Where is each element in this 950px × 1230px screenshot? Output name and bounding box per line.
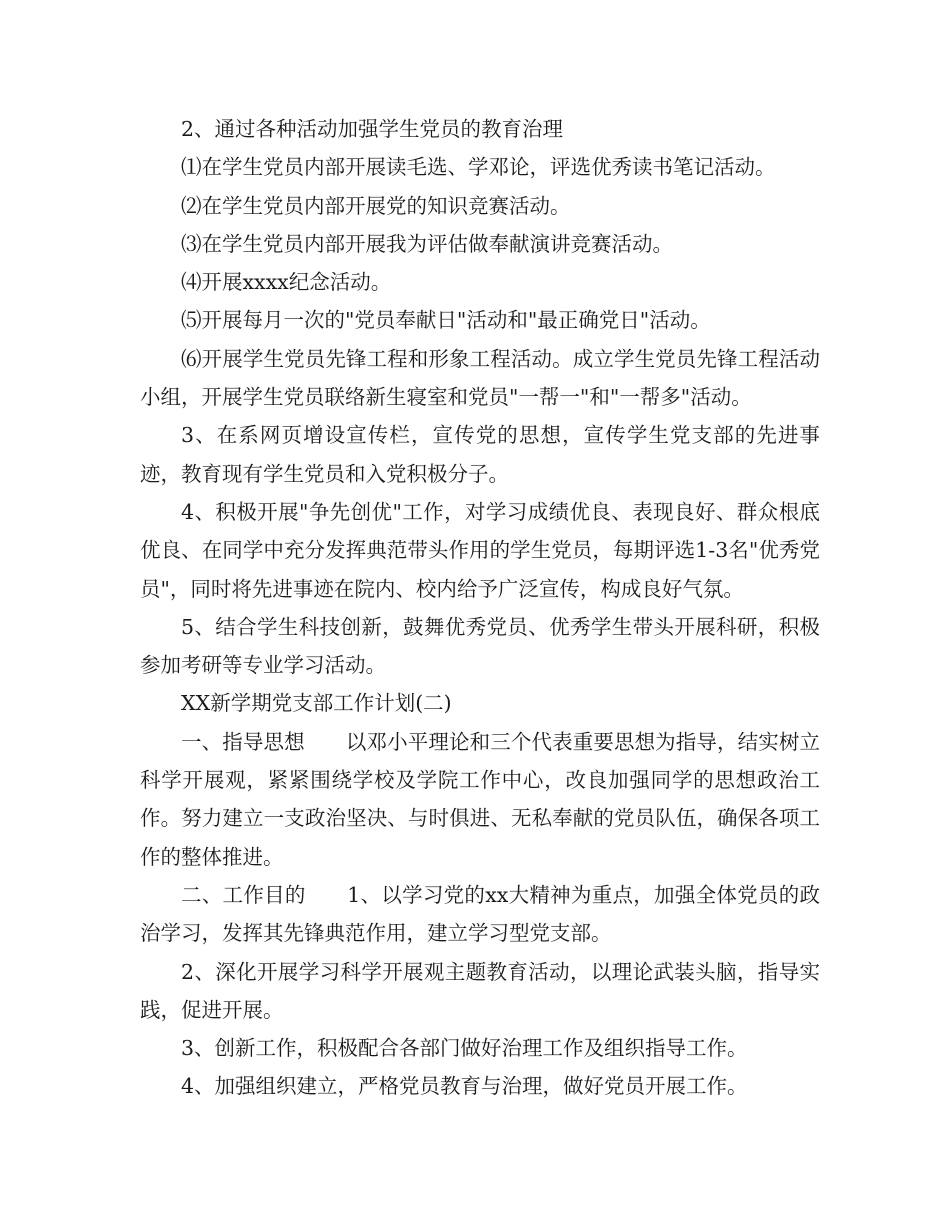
paragraph: ⑶在学生党员内部开展我为评估做奉献演讲竞赛活动。: [181, 231, 673, 256]
paragraph: ⑸开展每月一次的"党员奉献日"活动和"最正确党日"活动。: [181, 308, 711, 333]
section-title: XX新学期党支部工作计划(二): [181, 691, 452, 716]
paragraph: ⑴在学生党员内部开展读毛选、学邓论，评选优秀读书笔记活动。: [181, 155, 776, 180]
paragraph: 2、深化开展学习科学开展观主题教育活动，以理论武装头脑，指导实践，促进开展。: [140, 959, 820, 1022]
paragraph: 2、通过各种活动加强学生党员的教育治理: [181, 117, 564, 141]
paragraph: 4、加强组织建立，严格党员教育与治理，做好党员开展工作。: [181, 1074, 748, 1099]
paragraph: 3、在系网页增设宣传栏，宣传党的思想，宣传学生党支部的先进事迹，教育现有学生党员和入党积极分子。: [140, 423, 820, 486]
paragraph: ⑵在学生党员内部开展党的知识竞赛活动。: [181, 193, 571, 218]
paragraph: 4、积极开展"争先创优"工作，对学习成绩优良、表现良好、群众根底优良、在同学中充分发挥典范带头作用的学生党员，每期评选1-3名"优秀党员"，同时将先进事迹在院内、校内给予广泛宣传，构成良好气氛。: [140, 499, 820, 601]
paragraph: 二、工作目的 1、以学习党的xx大精神为重点，加强全体党员的政治学习，发挥其先锋典范作用，建立学习型党支部。: [140, 882, 820, 946]
paragraph: 5、结合学生科技创新，鼓舞优秀党员、优秀学生带头开展科研，积极参加考研等专业学习活动。: [140, 614, 820, 678]
paragraph: 一、指导思想 以邓小平理论和三个代表重要思想为指导，结实树立科学开展观，紧紧围绕学校及学院工作中心，改良加强同学的思想政治工作。努力建立一支政治坚决、与时俱进、无私奉献的党员队伍，确保各项工作的整体推进。: [140, 729, 820, 869]
paragraph: ⑷开展xxxx纪念活动。: [181, 270, 392, 295]
document-body: [140, 110, 820, 1106]
paragraph: ⑹开展学生党员先锋工程和形象工程活动。成立学生党员先锋工程活动小组，开展学生党员联络新生寝室和党员"一帮一"和"一帮多"活动。: [140, 346, 820, 410]
paragraph: 3、创新工作，积极配合各部门做好治理工作及组织指导工作。: [181, 1036, 748, 1061]
